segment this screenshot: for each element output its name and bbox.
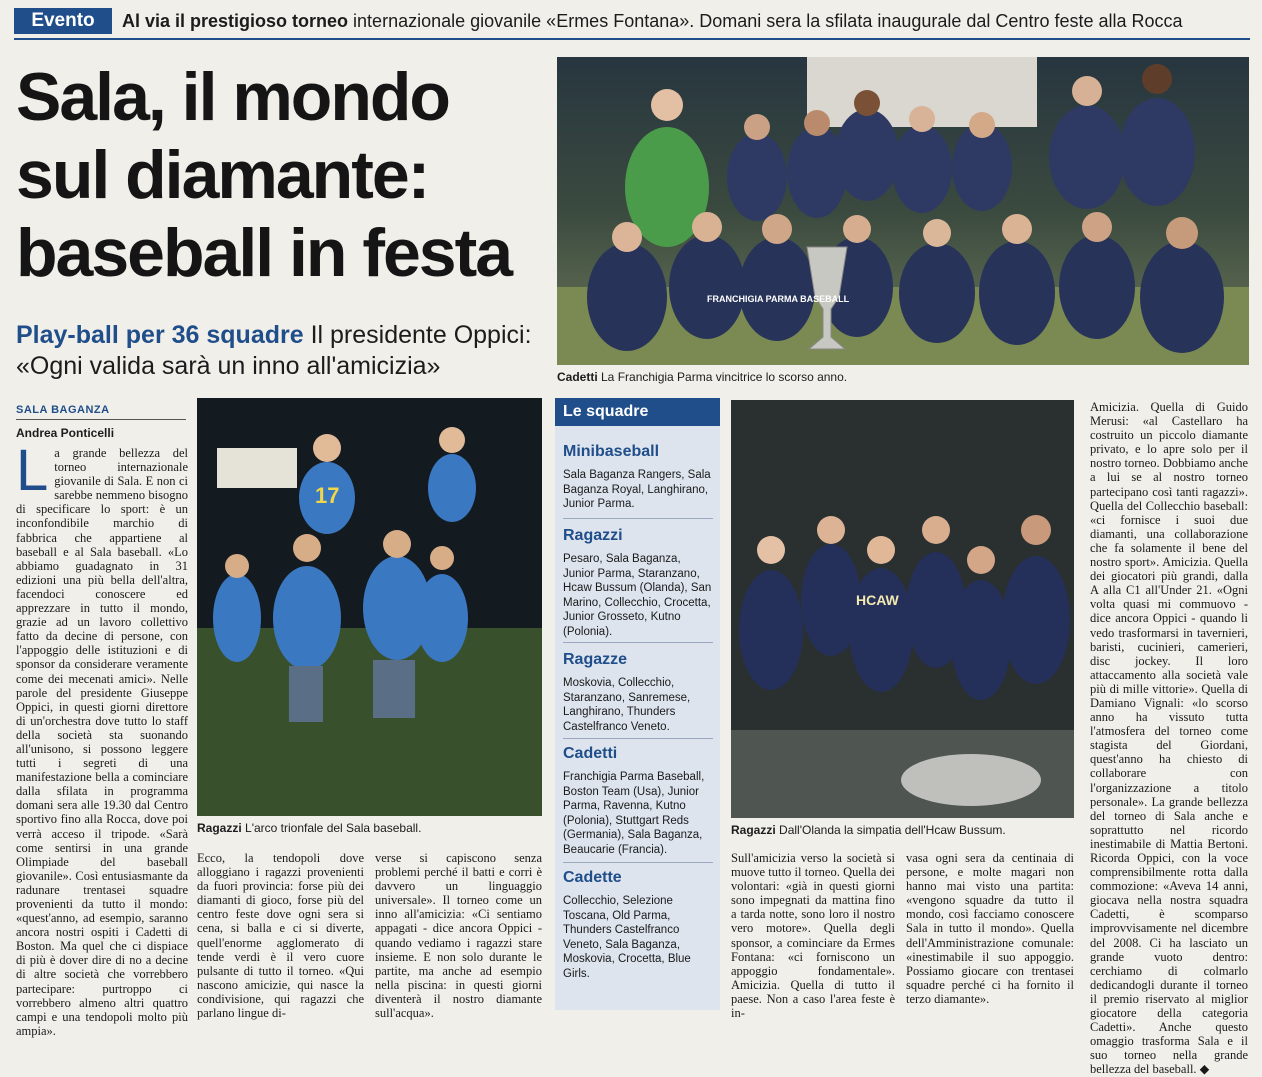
article-text-2: Ecco, la tendopoli dove alloggiano i ragazzi provenienti da fuori provincia: forse più dei diamanti di gioco, forse più del centro feste dove ogni sera si cena, si balla e ci si diverte, quell'enorme agglomerato di tende verdi è il vero cuore pulsante di tutto il torneo. «Qui nascono amicizie, qui nasce la condivisione, qui ragazzi che parlano lingue di-: [197, 851, 364, 1021]
photo-caption-cadetti: [557, 370, 1249, 384]
subheadline: [16, 320, 546, 382]
article-text-4: Sull'amicizia verso la società si muove tutto il torneo. Quella dei volontari: «già in questi giorni sono impegnati da mattina fino a tarda notte, sono loro il nostro vero motore». Quella degli sponsor, a cominciare da Ermes Fontana: «ci forniscono un appoggio fondamentale». Amicizia. Quella di tutto il paese. Non a caso l'area feste è in-: [731, 851, 895, 1021]
drop-cap: L: [16, 438, 49, 503]
caption-text: Dall'Olanda la simpatia dell'Hcaw Bussum.: [775, 823, 1006, 837]
caption-text: La Franchigia Parma vincitrice lo scorso anno.: [597, 370, 848, 384]
section-tag: Evento: [14, 8, 112, 34]
article-column-6: [1090, 400, 1248, 1077]
subhead-rest: Il presidente Oppici: «Ogni valida sarà un inno all'amicizia»: [16, 321, 532, 380]
jersey-number: 17: [315, 483, 340, 508]
section-label: SALA BAGANZA: [16, 404, 110, 416]
headline-line-2: sul diamante:: [16, 137, 429, 213]
teams-sidebar: [555, 398, 720, 1010]
article-text-3: verse si capiscono senza problemi perché il batti e corri è davvero un linguaggio universale». Il torneo come un inno all'amicizia: «Ci sentiamo appagati - dice ancora Oppici - quando vediamo i ragazzi stare insieme. E non solo durante le partite, ma anche ad esempio nella piscina: in questi giorni diventerà il nostro diamante sull'acqua».: [375, 851, 542, 1021]
banner-divider: [14, 38, 1250, 40]
sidebar-separator: [563, 642, 713, 643]
group-teams: Moskovia, Collecchio, Staranzano, Sanremese, Langhirano, Thunders Castelfranco Veneto.: [563, 677, 691, 733]
headline-line-3: baseball in festa: [16, 215, 512, 291]
group-teams: Sala Baganza Rangers, Sala Baganza Royal, Langhirano, Junior Parma.: [563, 469, 711, 511]
jersey-lettering: HCAW: [856, 592, 899, 608]
kicker-text: [122, 8, 1183, 34]
jersey-lettering: FRANCHIGIA PARMA BASEBALL: [707, 294, 850, 304]
kicker-bold: Al via il prestigioso torneo: [122, 11, 349, 31]
sidebar-separator: [563, 738, 713, 739]
caption-label: Cadetti: [557, 370, 598, 384]
subhead-lead: Play-ball per 36 squadre: [16, 321, 304, 349]
group-title: Ragazze: [563, 651, 628, 668]
group-title: Cadetti: [563, 745, 618, 762]
caption-text: L'arco trionfale del Sala baseball.: [241, 821, 422, 835]
author-byline: Andrea Ponticelli: [16, 426, 115, 440]
article-column-5: [906, 851, 1074, 1006]
team-group-ragazze: [563, 650, 713, 734]
headline: [16, 58, 546, 292]
article-column-2: [197, 851, 364, 1020]
caption-label: Ragazzi: [731, 823, 776, 837]
team-group-cadetti: [563, 744, 713, 858]
team-group-minibaseball: [563, 442, 713, 512]
article-text-5: vasa ogni sera da centinaia di persone, e molte magari non hanno mai visto una partita: «vengono squadre da tutto il mondo, così facciamo conoscere Sala in tutto il mondo». Quella dell'Amministrazione comunale: «inestimabile il suo appoggio. Possiamo giocare con trentasei squadre perché ci ha fornito il terzo diamante».: [906, 851, 1074, 1006]
section-rule: [16, 419, 186, 420]
photo-hcaw-team: [731, 400, 1074, 818]
photo-cadetti-team: [557, 57, 1249, 365]
sidebar-separator: [563, 518, 713, 519]
article-column-4: [731, 851, 895, 1020]
headline-line-1: Sala, il mondo: [16, 59, 449, 135]
article-text-1: a grande bellezza del torneo internazionale giovanile di Sala. E non ci sarebbe nemmeno bisogno di specificare lo sport: è un inconfondibile marchio di fabbrica che appartiene al baseball e al Sala baseball. «Lo abbiamo guadagnato in 31 edizioni una più bella dell'altra, facendoci conoscere ed apprezzare in tutto il mondo, grazie ad un lavoro collettivo fatto da decine di persone, con l'appoggio delle istituzioni e di sponsor da considerare veramente come dei mecenati amici». Nelle parole del presidente Giuseppe Oppici, in questi giorni direttore di un'orchestra dove tutto lo staff della società sta suonando all'unisono, si possono leggere tutti i segreti di una manifestazione bella a cominciare dalla sfilata in programma domani sera alle 19.30 dal Centro sportivo fino alla Rocca, dove poi verrà acceso il tripode. «Sarà come sentirsi in una grande Olimpiade del baseball giovanile». Così entusiasmante da radunare trentasei squadre provenienti da tutto il mondo: «quest'anno, ad esempio, saranno ancora nostri ospiti i Cadetti di Boston. Ma quel che ci dispiace di più è dover dire di no a decine di altre società che vorrebbero partecipare: purtroppo ci vorrebbero almeno altri quattro campi e una tendopoli molto più ampia».: [16, 446, 188, 1038]
kicker-rest: internazionale giovanile «Ermes Fontana». Domani sera la sfilata inaugurale dal Centro feste alla Rocca: [348, 11, 1183, 31]
team-group-cadette: [563, 868, 713, 982]
article-column-1: [16, 438, 188, 1038]
photo-caption-ragazzi-arch: [197, 821, 542, 835]
group-teams: Franchigia Parma Baseball, Boston Team (Usa), Junior Parma, Ravenna, Kutno (Polonia), Stuttgart Reds (Germania), Sala Baganza, Beaucarie (Francia).: [563, 771, 705, 856]
team-group-ragazzi: [563, 526, 713, 640]
group-teams: Pesaro, Sala Baganza, Junior Parma, Staranzano, Hcaw Bussum (Olanda), San Marino, Collecchio, Crocetta, Junior Grosseto, Kutno (Polonia).: [563, 553, 712, 638]
kicker-banner: [14, 8, 1250, 36]
sidebar-title: Le squadre: [555, 398, 720, 426]
photo-caption-hcaw: [731, 823, 1074, 837]
group-title: Ragazzi: [563, 527, 623, 544]
group-title: Minibaseball: [563, 443, 660, 460]
photo-ragazzi-arch-illustration: [197, 398, 542, 816]
article-column-3: [375, 851, 542, 1020]
caption-label: Ragazzi: [197, 821, 242, 835]
photo-ragazzi-arch: [197, 398, 542, 816]
photo-hcaw-illustration: [731, 400, 1074, 818]
article-text-6: Amicizia. Quella di Guido Merusi: «al Castellaro ha costruito un piccolo diamante privato, e lo apre solo per il nostro torneo. Dobbiamo anche a lui se al nostro torneo partecipano così tanti ragazzi». Quella del Collecchio baseball: «ci fornisce i suoi due diamanti, una collaborazione che fa solamente il bene del nostro sport». Amicizia. Quella dei giocatori più grandi, dalla A alla C1 all'Under 21. «Ogni volta quasi mi commuovo - dice ancora Oppici - quando li vedo trasformarsi in tavernieri, baristi, cucinieri, camerieri, disc jockey. Il loro attaccamento alla società vale più di mille vittorie». Quella di Damiano Vignali: «lo scorso anno ha vissuto tutta l'atmosfera del torneo come stagista del Giordani, quest'anno ha chiesto di collaborare con l'organizzazione a titolo personale». La grande bellezza del torneo di Sala anche e soprattutto nel ricordo inestimabile di Mattia Bertoni. Ricorda Oppici, con la voce comprensibilmente rotta dalla commozione: «Aveva 14 anni, giocava nella nostra squadra Cadetti, è scomparso improvvisamente nel dicembre del 2008. Ci ha lasciato un grande vuoto dentro: cerchiamo di colmarlo dedicandogli durante il torneo il premio riservato al miglior giocatore della categoria Cadetti». Anche questo omaggio trasforma Sala e il suo torneo nella grande bellezza del baseball. ◆: [1090, 400, 1248, 1077]
group-teams: Collecchio, Selezione Toscana, Old Parma, Thunders Castelfranco Veneto, Sala Baganza, Moskovia, Crocetta, Blue Girls.: [563, 895, 691, 980]
group-title: Cadette: [563, 869, 622, 886]
photo-cadetti-illustration: [557, 57, 1249, 365]
sidebar-separator: [563, 862, 713, 863]
